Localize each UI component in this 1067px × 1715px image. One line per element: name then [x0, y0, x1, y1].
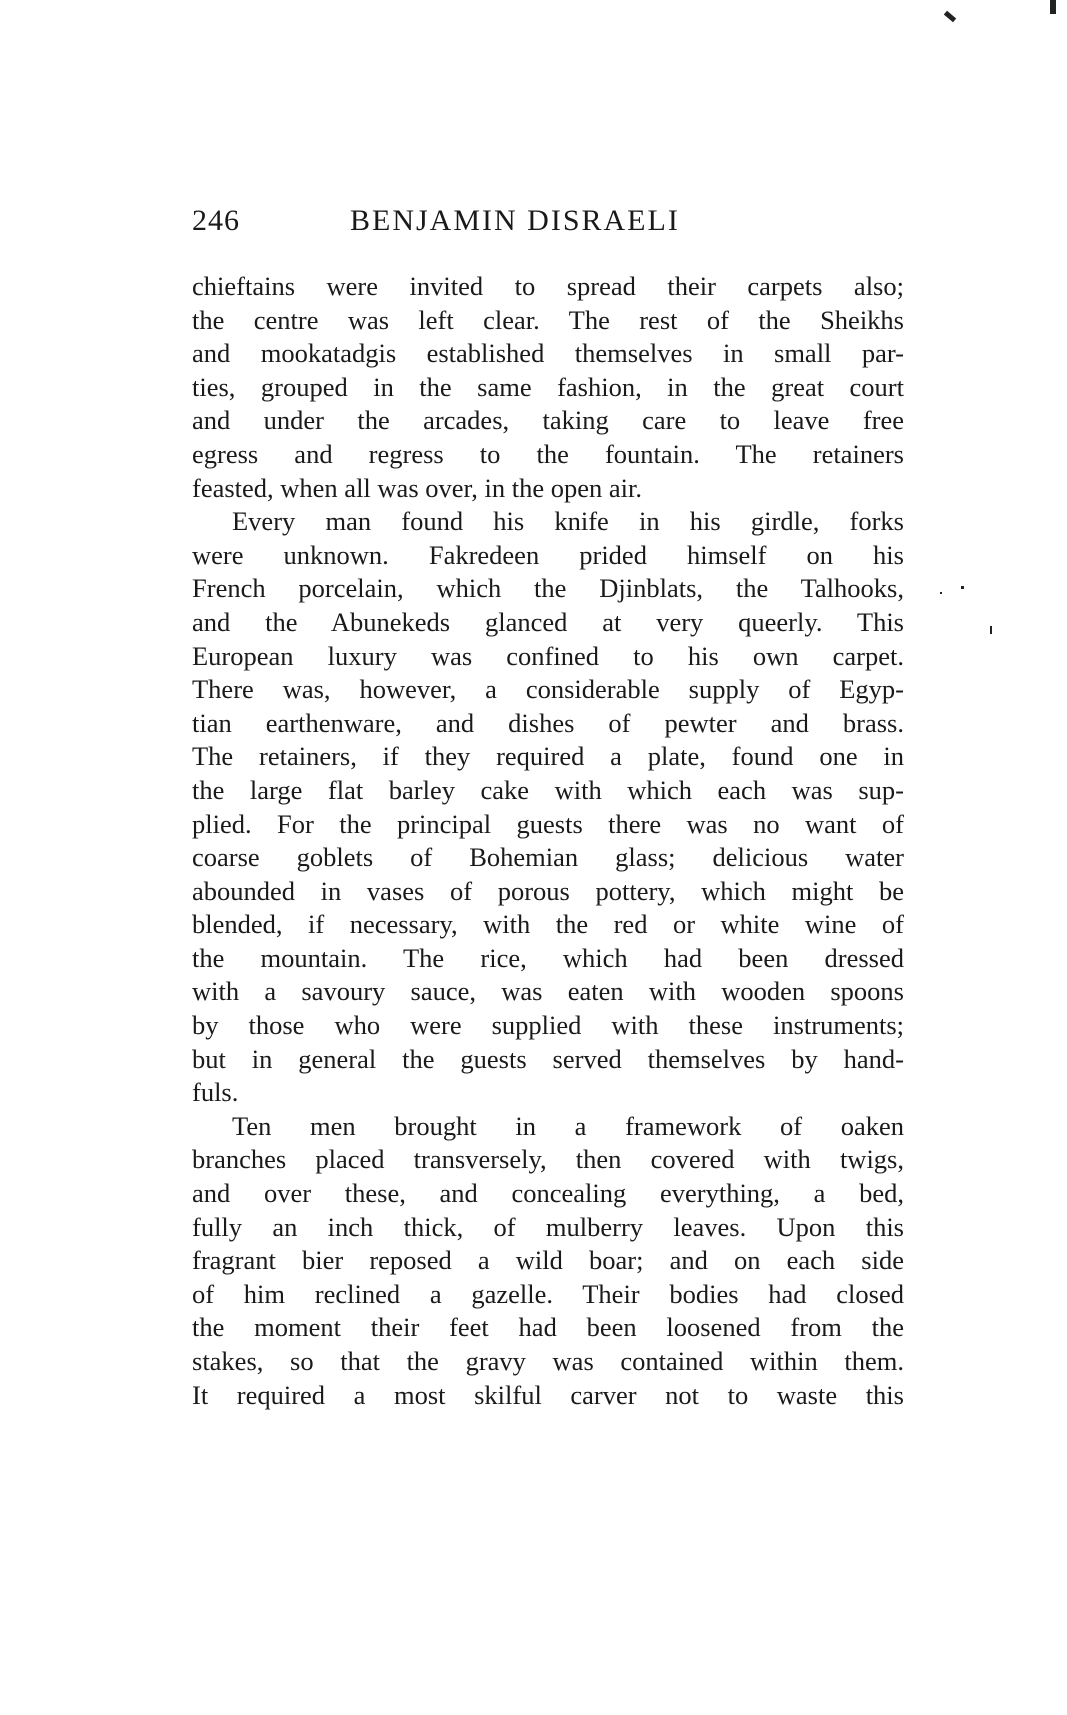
scan-mark — [990, 626, 992, 634]
text-line: stakes, so that the gravy was contained within them. — [192, 1346, 904, 1376]
page-number: 246 — [192, 204, 240, 237]
text-line: It required a most skilful carver not to waste this — [192, 1379, 904, 1410]
text-line: and under the arcades, taking care to leave free — [192, 405, 904, 436]
scan-mark — [944, 11, 956, 23]
body-text — [192, 270, 904, 1412]
text-line: chieftains were invited to spread their carpets also; — [192, 271, 904, 301]
text-line: abounded in vases of porous pottery, which might be — [192, 875, 904, 906]
text-line: the large flat barley cake with which each was sup- — [192, 774, 904, 805]
text-line: Every man found his knife in his girdle, forks — [232, 506, 904, 537]
text-line: European luxury was confined to his own carpet. — [192, 640, 904, 671]
text-line: and over these, and concealing everything, a bed, — [192, 1178, 904, 1209]
text-line: fragrant bier reposed a wild boar; and on each side — [192, 1245, 904, 1276]
text-line: branches placed transversely, then covered with twigs, — [192, 1144, 904, 1175]
text-line: The retainers, if they required a plate, found one in — [192, 741, 904, 772]
page-header — [192, 204, 904, 244]
text-line: and mookatadgis established themselves in small par- — [192, 338, 904, 369]
text-line: tian earthenware, and dishes of pewter and brass. — [192, 707, 904, 738]
text-line: and the Abunekeds glanced at very queerly. This — [192, 606, 904, 637]
scan-mark — [1050, 0, 1056, 14]
scan-mark — [940, 592, 942, 594]
text-line: feasted, when all was over, in the open air. — [192, 472, 643, 503]
text-line: French porcelain, which the Djinblats, the Talhooks, — [192, 573, 904, 604]
text-line: the moment their feet had been loosened from the — [192, 1312, 904, 1343]
text-line: the centre was left clear. The rest of the Sheikhs — [192, 304, 904, 335]
text-line: There was, however, a considerable supply of Egyp- — [192, 674, 904, 705]
text-line: blended, if necessary, with the red or white wine of — [192, 909, 904, 940]
text-line: Ten men brought in a framework of oaken — [232, 1110, 904, 1141]
running-head: BENJAMIN DISRAELI — [350, 204, 680, 237]
text-line: by those who were supplied with these instruments; — [192, 1010, 904, 1041]
text-line: ties, grouped in the same fashion, in the great court — [192, 371, 904, 402]
text-line: coarse goblets of Bohemian glass; delicious water — [192, 842, 904, 873]
text-line: fuls. — [192, 1077, 239, 1108]
text-line: were unknown. Fakredeen prided himself on his — [192, 539, 904, 570]
text-line: but in general the guests served themselves by hand- — [192, 1043, 904, 1074]
text-line: plied. For the principal guests there was no want of — [192, 808, 904, 839]
text-line: fully an inch thick, of mulberry leaves. Upon this — [192, 1211, 904, 1242]
text-line: egress and regress to the fountain. The retainers — [192, 438, 904, 469]
text-line: the mountain. The rice, which had been dressed — [192, 942, 904, 973]
text-line: of him reclined a gazelle. Their bodies had closed — [192, 1278, 904, 1309]
scan-mark — [961, 586, 964, 589]
text-line: with a savoury sauce, was eaten with wooden spoons — [192, 976, 904, 1007]
